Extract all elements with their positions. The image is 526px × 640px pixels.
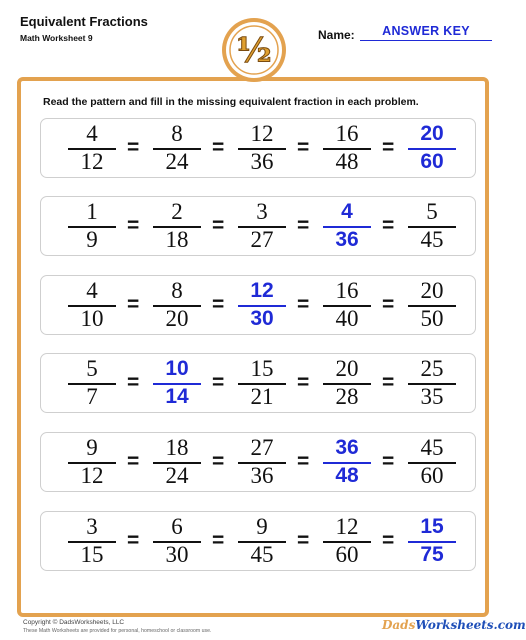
- fraction: [408, 357, 456, 409]
- numerator: 3: [86, 514, 98, 539]
- fraction: [238, 200, 286, 252]
- denominator: 20: [165, 306, 189, 331]
- fraction: [68, 357, 116, 409]
- equals-sign: =: [382, 529, 395, 552]
- numerator: 9: [256, 514, 268, 539]
- fraction: [153, 200, 201, 252]
- numerator: 4: [341, 200, 353, 223]
- worksheet-title: Equivalent Fractions: [20, 14, 148, 29]
- denominator: 36: [250, 463, 274, 488]
- equals-sign: =: [127, 293, 140, 316]
- denominator: 50: [420, 306, 444, 331]
- equals-sign: =: [297, 293, 310, 316]
- fraction: [153, 436, 201, 488]
- problem-row: [40, 118, 476, 178]
- copyright-text: Copyright © DadsWorksheets, LLC: [23, 619, 125, 626]
- denominator: 45: [420, 227, 444, 252]
- equals-sign: =: [212, 214, 225, 237]
- one-half-icon: [222, 18, 286, 82]
- fraction: [68, 436, 116, 488]
- denominator: 30: [250, 307, 274, 330]
- fraction: [68, 200, 116, 252]
- equals-sign: =: [212, 136, 225, 159]
- fraction: [153, 515, 201, 567]
- instructions: Read the pattern and fill in the missing equivalent fraction in each problem.: [43, 96, 419, 108]
- equals-sign: =: [127, 450, 140, 473]
- answer-fraction: [323, 436, 371, 488]
- numerator: 36: [335, 436, 359, 459]
- denominator: 12: [80, 149, 104, 174]
- equals-sign: =: [297, 136, 310, 159]
- numerator: 12: [335, 514, 359, 539]
- numerator: 20: [420, 278, 444, 303]
- equals-sign: =: [212, 293, 225, 316]
- denominator: 15: [80, 542, 104, 567]
- equals-sign: =: [127, 136, 140, 159]
- equals-sign: =: [127, 529, 140, 552]
- numerator: 27: [250, 435, 274, 460]
- numerator: 15: [250, 356, 274, 381]
- equals-sign: =: [212, 529, 225, 552]
- problem-row: [40, 353, 476, 413]
- numerator: 15: [420, 515, 444, 538]
- fraction: [408, 279, 456, 331]
- denominator: 75: [420, 543, 444, 566]
- fraction: [323, 279, 371, 331]
- equals-sign: =: [382, 371, 395, 394]
- fraction: [323, 357, 371, 409]
- numerator: 5: [86, 356, 98, 381]
- denominator: 35: [420, 384, 444, 409]
- denominator: 18: [165, 227, 189, 252]
- numerator: 16: [335, 121, 359, 146]
- denominator: 27: [250, 227, 274, 252]
- denominator: 10: [80, 306, 104, 331]
- denominator: 24: [165, 463, 189, 488]
- equals-sign: =: [382, 293, 395, 316]
- numerator: 5: [426, 199, 438, 224]
- equals-sign: =: [212, 450, 225, 473]
- numerator: 25: [420, 356, 444, 381]
- denominator: 48: [335, 149, 359, 174]
- worksheet-subtitle: Math Worksheet 9: [20, 33, 93, 43]
- denominator: 14: [165, 385, 189, 408]
- numerator: 6: [171, 514, 183, 539]
- numerator: 20: [335, 356, 359, 381]
- answer-fraction: [408, 515, 456, 567]
- usage-note: These Math Worksheets are provided for personal, homeschool or classroom use.: [23, 628, 212, 634]
- numerator: 16: [335, 278, 359, 303]
- numerator: 2: [171, 199, 183, 224]
- answer-fraction: [238, 279, 286, 331]
- numerator: 12: [250, 279, 274, 302]
- answer-fraction: [153, 357, 201, 409]
- denominator: 48: [335, 464, 359, 487]
- denominator: 9: [86, 227, 98, 252]
- numerator: 45: [420, 435, 444, 460]
- equals-sign: =: [297, 371, 310, 394]
- equals-sign: =: [297, 214, 310, 237]
- denominator: 28: [335, 384, 359, 409]
- name-label: Name:: [318, 28, 355, 42]
- numerator: 20: [420, 122, 444, 145]
- answer-fraction: [408, 122, 456, 174]
- denominator: 24: [165, 149, 189, 174]
- svg-text:½: ½: [236, 31, 272, 71]
- numerator: 8: [171, 121, 183, 146]
- fraction: [238, 436, 286, 488]
- denominator: 60: [335, 542, 359, 567]
- equals-sign: =: [127, 214, 140, 237]
- equals-sign: =: [297, 529, 310, 552]
- problem-row: [40, 511, 476, 571]
- fraction: [408, 436, 456, 488]
- numerator: 18: [165, 435, 189, 460]
- numerator: 4: [86, 121, 98, 146]
- problem-row: [40, 275, 476, 335]
- name-field: ANSWER KEY: [360, 24, 492, 41]
- problem-row: [40, 196, 476, 256]
- equals-sign: =: [382, 136, 395, 159]
- numerator: 1: [86, 199, 98, 224]
- fraction: [238, 357, 286, 409]
- numerator: 10: [165, 357, 189, 380]
- fraction: [153, 279, 201, 331]
- fraction: [323, 515, 371, 567]
- fraction: [238, 122, 286, 174]
- equals-sign: =: [382, 450, 395, 473]
- answer-fraction: [323, 200, 371, 252]
- fraction: [68, 515, 116, 567]
- fraction: [323, 122, 371, 174]
- denominator: 36: [250, 149, 274, 174]
- numerator: 3: [256, 199, 268, 224]
- equals-sign: =: [297, 450, 310, 473]
- numerator: 8: [171, 278, 183, 303]
- denominator: 30: [165, 542, 189, 567]
- fraction: [68, 279, 116, 331]
- denominator: 60: [420, 463, 444, 488]
- numerator: 9: [86, 435, 98, 460]
- equals-sign: =: [127, 371, 140, 394]
- fraction: [68, 122, 116, 174]
- numerator: 12: [250, 121, 274, 146]
- numerator: 4: [86, 278, 98, 303]
- denominator: 45: [250, 542, 274, 567]
- denominator: 21: [250, 384, 274, 409]
- equals-sign: =: [382, 214, 395, 237]
- fraction: [153, 122, 201, 174]
- denominator: 40: [335, 306, 359, 331]
- denominator: 12: [80, 463, 104, 488]
- problem-row: [40, 432, 476, 492]
- dadsworksheets-logo: DadsWorksheets.com: [382, 618, 526, 632]
- denominator: 7: [86, 384, 98, 409]
- equals-sign: =: [212, 371, 225, 394]
- fraction: [408, 200, 456, 252]
- denominator: 36: [335, 228, 359, 251]
- denominator: 60: [420, 150, 444, 173]
- fraction: [238, 515, 286, 567]
